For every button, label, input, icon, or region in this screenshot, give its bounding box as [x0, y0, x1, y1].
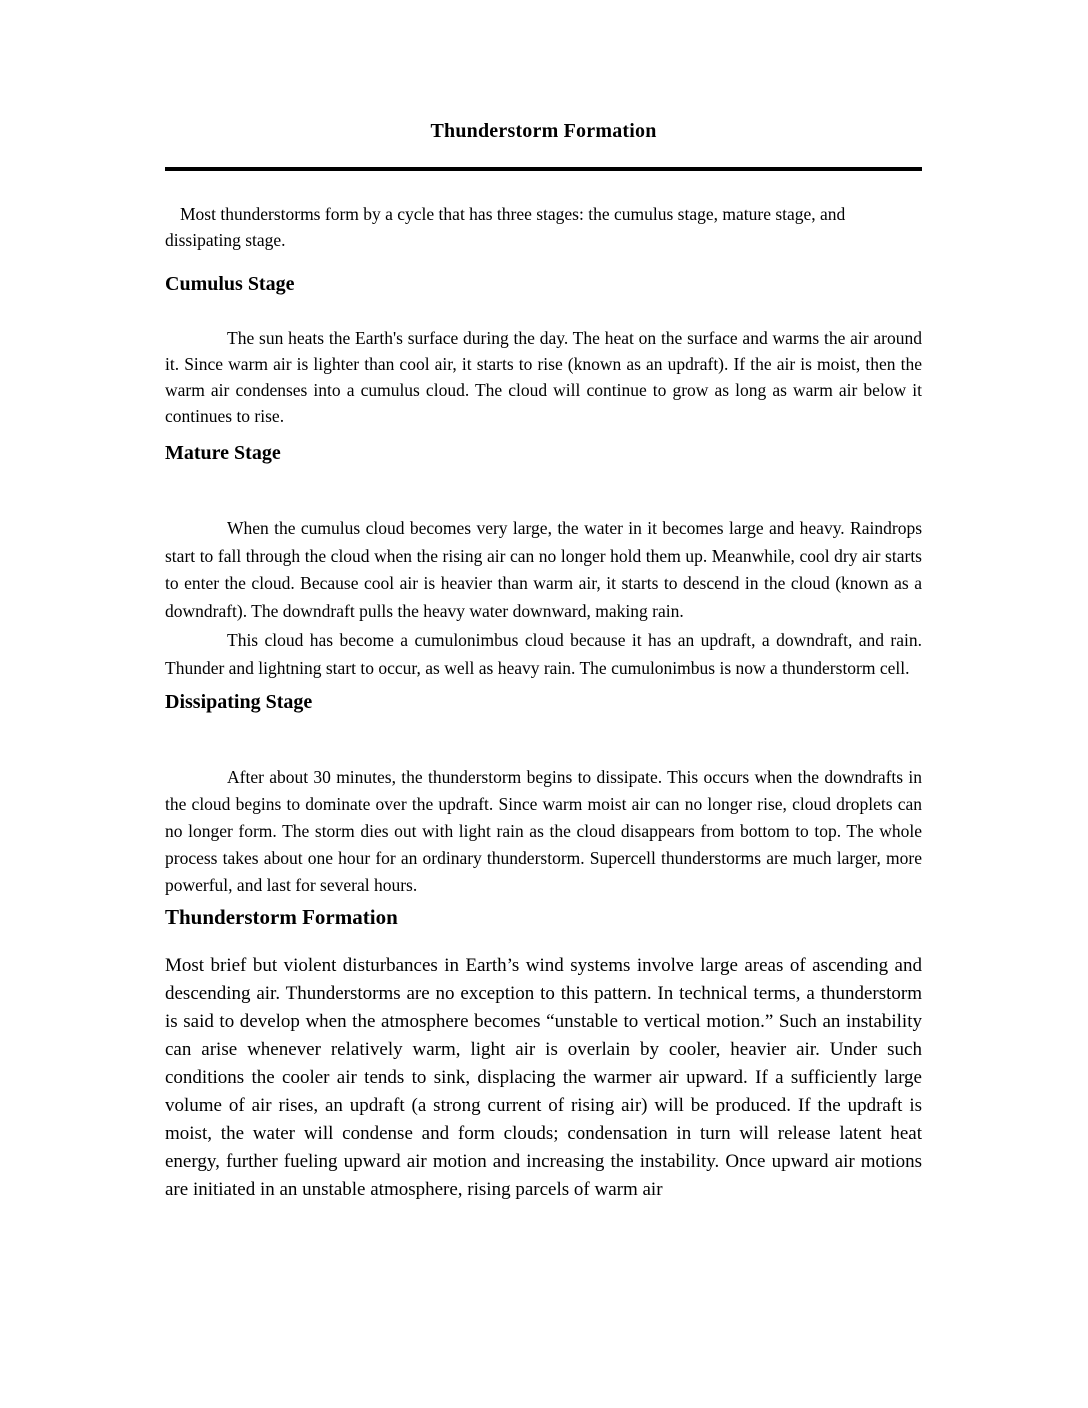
section-heading-cumulus: Cumulus Stage [165, 273, 295, 295]
page-title: Thunderstorm Formation [430, 120, 657, 142]
intro-paragraph: Most thunderstorms form by a cycle that has three stages: the cumulus stage, mature stage, and dissipating stage. [165, 204, 846, 250]
thunderstorm-formation-paragraph: Most brief but violent disturbances in Earth’s wind systems involve large areas of ascending and descending air. Thunderstorms are no exception to this pattern. In technical terms, a thunderstorm is said to develop when the atmosphere becomes “unstable to vertical motion.” Such an instability can arise whenever relatively warm, light air is overlain by cooler, heavier air. Under such conditions the cooler air tends to sink, displacing the warmer air upward. If a sufficiently large volume of air rises, an updraft (a strong current of rising air) will be produced. If the updraft is moist, the water will condense and form clouds; condensation in turn will release latent heat energy, further fueling upward air motion and increasing the instability. Once upward air motions are initiated in an unstable atmosphere, rising parcels of warm air [165, 955, 922, 1200]
section-dissipating-stage [165, 690, 922, 899]
section-cumulus-stage [165, 272, 922, 429]
cumulus-paragraph: The sun heats the Earth's surface during the day. The heat on the surface and warms the air around it. Since warm air is lighter than cool air, it starts to rise (known as an updraft). If the air is moist, then the warm air condenses into a cumulus cloud. The cloud will continue to grow as long as warm air below it continues to rise. [165, 328, 922, 426]
section-heading-dissipating: Dissipating Stage [165, 691, 313, 713]
section-thunderstorm-formation [165, 904, 922, 1204]
dissipating-paragraph: After about 30 minutes, the thunderstorm begins to dissipate. This occurs when the downdrafts in the cloud begins to dominate over the updraft. Since warm moist air can no longer rise, cloud droplets can no longer form. The storm dies out with light rain as the cloud disappears from bottom to top. The whole process takes about one hour for an ordinary thunderstorm. Supercell thunderstorms are much larger, more powerful, and last for several hours. [165, 767, 922, 895]
section-heading-mature: Mature Stage [165, 442, 281, 464]
mature-paragraph-1: When the cumulus cloud becomes very large, the water in it becomes large and heavy. Raindrops start to fall through the cloud when the rising air can no longer hold them up. Meanwhile, cool dry air starts to enter the cloud. Because cool air is heavier than warm air, it starts to descend in the cloud (known as a downdraft). The downdraft pulls the heavy water downward, making rain. [165, 518, 922, 621]
section-heading-thunderstorm-formation: Thunderstorm Formation [165, 905, 398, 929]
title-divider [165, 167, 922, 171]
section-mature-stage [165, 441, 922, 682]
mature-paragraph-2: This cloud has become a cumulonimbus cloud because it has an updraft, a downdraft, and rain. Thunder and lightning start to occur, as well as heavy rain. The cumulonimbus is now a thunderstorm cell. [165, 630, 922, 678]
